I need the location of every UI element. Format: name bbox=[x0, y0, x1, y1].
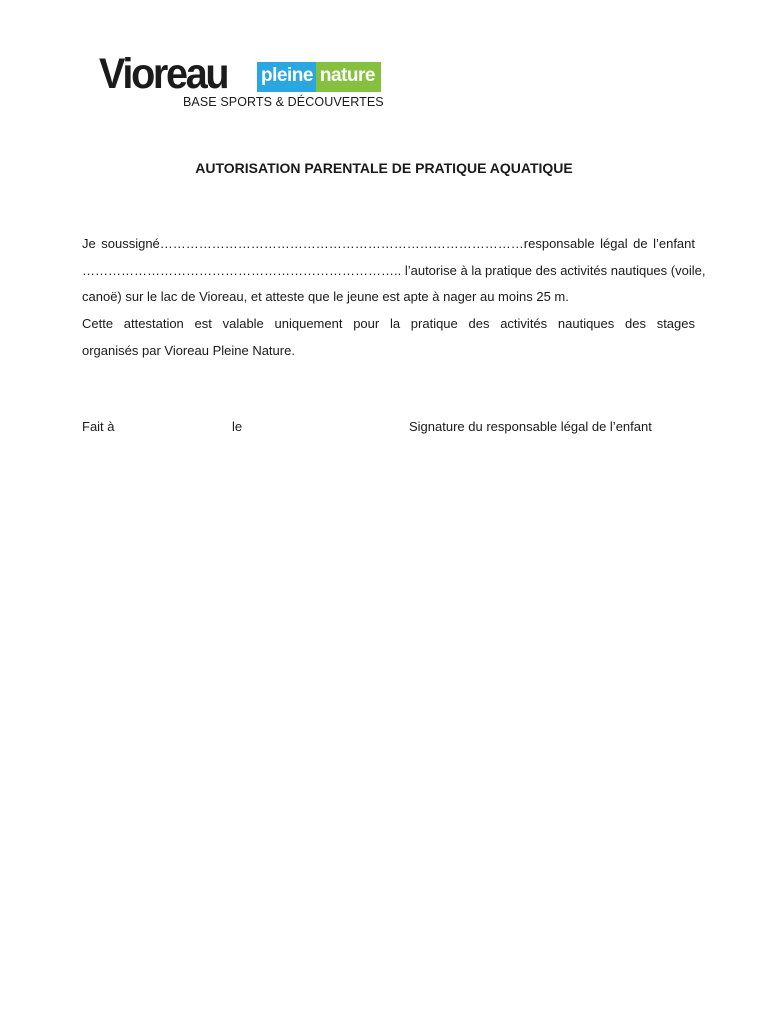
signature-row bbox=[82, 419, 702, 439]
paragraph-line: organisés par Vioreau Pleine Nature. bbox=[82, 342, 295, 358]
logo-wordmark: Vioreau bbox=[99, 50, 228, 98]
document-title: AUTORISATION PARENTALE DE PRATIQUE AQUATIQUE bbox=[195, 160, 573, 176]
logo-tag-pleine: pleine bbox=[257, 62, 316, 92]
date-label: le bbox=[232, 419, 243, 434]
authorization-paragraph bbox=[82, 231, 706, 364]
place-label: Fait à bbox=[82, 419, 115, 434]
vioreau-logo bbox=[99, 50, 399, 114]
logo-tag-nature: nature bbox=[316, 62, 381, 92]
logo-tag bbox=[257, 62, 381, 92]
logo-subtitle: BASE SPORTS & DÉCOUVERTES bbox=[183, 95, 384, 109]
paragraph-line: canoë) sur le lac de Vioreau, et atteste que le jeune est apte à nager au moins 25 m. bbox=[82, 289, 569, 305]
signature-label: Signature du responsable légal de l’enfant bbox=[409, 419, 652, 434]
paragraph-line: Je soussigné…………………………………………………………………………responsable légal de l’enfant bbox=[82, 236, 695, 251]
paragraph-line: Cette attestation est valable uniquement pour la pratique des activités nautiques des stages bbox=[82, 316, 695, 332]
paragraph-line: ……………………………………………………………….. l’autorise à la pratique des activités nautiques (voile, bbox=[82, 262, 706, 278]
